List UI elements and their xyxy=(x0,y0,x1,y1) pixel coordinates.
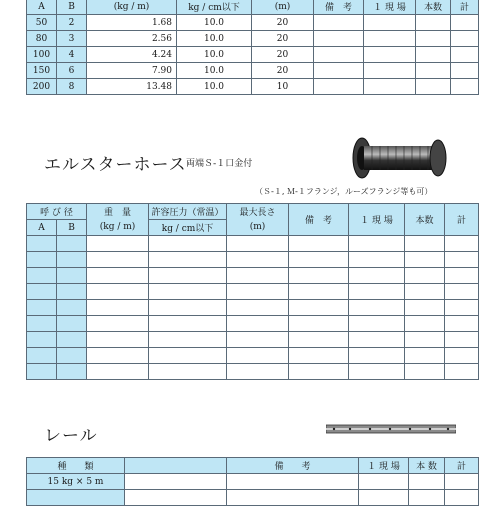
cell-count[interactable] xyxy=(405,284,445,300)
table-row xyxy=(27,268,479,284)
header-total: 計 xyxy=(445,204,479,236)
cell-weight[interactable] xyxy=(87,348,149,364)
table-row xyxy=(27,490,479,506)
cell-site[interactable] xyxy=(349,348,405,364)
cell-site[interactable] xyxy=(349,252,405,268)
cell-a: 200 xyxy=(27,79,57,95)
cell-remarks[interactable] xyxy=(289,268,349,284)
section-title-rail: レール xyxy=(44,426,98,446)
cell-weight[interactable] xyxy=(87,316,149,332)
header-site: １ 現 場 xyxy=(349,204,405,236)
cell-remarks[interactable] xyxy=(314,47,364,63)
header-weight xyxy=(87,204,149,236)
cell-length[interactable] xyxy=(227,236,289,252)
cell-weight[interactable] xyxy=(87,252,149,268)
cell-type xyxy=(27,490,125,506)
table-row xyxy=(27,236,479,252)
cell-pressure[interactable] xyxy=(149,300,227,316)
cell-pressure: 10.0 xyxy=(177,63,252,79)
cell-length: 20 xyxy=(252,15,314,31)
pipe-spec-table xyxy=(26,0,479,95)
cell-remarks[interactable] xyxy=(289,236,349,252)
cell-weight: 2.56 xyxy=(87,31,177,47)
cell-total[interactable] xyxy=(445,268,479,284)
cell-a xyxy=(27,364,57,380)
cell-length: 20 xyxy=(252,63,314,79)
cell-b xyxy=(57,348,87,364)
cell-total[interactable] xyxy=(451,63,479,79)
cell-remarks[interactable] xyxy=(289,332,349,348)
cell-remarks[interactable] xyxy=(289,252,349,268)
rail-spec-table xyxy=(26,457,479,506)
table-header-row xyxy=(27,0,479,15)
cell-remarks[interactable] xyxy=(289,348,349,364)
cell-site[interactable] xyxy=(364,47,416,63)
cell-remarks[interactable] xyxy=(289,284,349,300)
table-header-row xyxy=(27,204,479,220)
cell-count[interactable] xyxy=(405,348,445,364)
cell-length[interactable] xyxy=(227,332,289,348)
cell-total[interactable] xyxy=(451,47,479,63)
header-a: A xyxy=(27,220,57,236)
table-row xyxy=(27,474,479,490)
cell-length[interactable] xyxy=(227,300,289,316)
cell-pressure: 10.0 xyxy=(177,79,252,95)
cell-type: 15 kg × 5 m xyxy=(27,474,125,490)
table-row xyxy=(27,79,479,95)
cell-pressure[interactable] xyxy=(149,348,227,364)
cell-total[interactable] xyxy=(445,490,479,506)
table-row xyxy=(27,332,479,348)
table-row xyxy=(27,15,479,31)
header-total: 計 xyxy=(451,0,479,15)
cell-site[interactable] xyxy=(359,490,409,506)
cell-b xyxy=(57,364,87,380)
cell-count[interactable] xyxy=(405,268,445,284)
cell-weight: 7.90 xyxy=(87,63,177,79)
cell-total[interactable] xyxy=(451,79,479,95)
cell-remarks[interactable] xyxy=(314,31,364,47)
cell-remarks[interactable] xyxy=(227,474,359,490)
table-row xyxy=(27,47,479,63)
cell-weight[interactable] xyxy=(87,236,149,252)
cell-pressure[interactable] xyxy=(149,268,227,284)
cell-count[interactable] xyxy=(405,236,445,252)
cell-total[interactable] xyxy=(445,252,479,268)
cell-site[interactable] xyxy=(364,31,416,47)
header-weight-unit: (kg / m) xyxy=(99,221,136,232)
cell-site[interactable] xyxy=(349,300,405,316)
cell-site[interactable] xyxy=(349,268,405,284)
cell-site[interactable] xyxy=(349,236,405,252)
cell-b: 3 xyxy=(57,31,87,47)
header-remarks: 備 考 xyxy=(314,0,364,15)
table-row xyxy=(27,300,479,316)
cell-site[interactable] xyxy=(349,284,405,300)
cell-total[interactable] xyxy=(445,474,479,490)
rail-image xyxy=(326,423,456,435)
cell-length[interactable] xyxy=(227,252,289,268)
cell-a xyxy=(27,268,57,284)
header-site: １ 現 場 xyxy=(359,458,409,474)
cell-count[interactable] xyxy=(405,300,445,316)
cell-pressure[interactable] xyxy=(149,236,227,252)
cell-b xyxy=(57,268,87,284)
cell-pressure[interactable] xyxy=(149,316,227,332)
cell-empty[interactable] xyxy=(125,490,227,506)
cell-total[interactable] xyxy=(445,316,479,332)
cell-a xyxy=(27,300,57,316)
cell-pressure: 10.0 xyxy=(177,15,252,31)
cell-b xyxy=(57,332,87,348)
header-remarks: 備 考 xyxy=(227,458,359,474)
header-count: 本数 xyxy=(405,204,445,236)
cell-a: 100 xyxy=(27,47,57,63)
cell-weight: 1.68 xyxy=(87,15,177,31)
header-length-unit: (m) xyxy=(249,221,266,232)
header-b: B xyxy=(57,220,87,236)
cell-b xyxy=(57,316,87,332)
flange-note: （Ｓ-１, Ｍ-１フランジ，ルーズフランジ等も可） xyxy=(255,187,433,196)
header-total: 計 xyxy=(445,458,479,474)
cell-length: 20 xyxy=(252,31,314,47)
header-pressure: 許容圧力（常温） xyxy=(149,204,227,220)
cell-site[interactable] xyxy=(359,474,409,490)
cell-count[interactable] xyxy=(405,364,445,380)
cell-length[interactable] xyxy=(227,284,289,300)
cell-b xyxy=(57,300,87,316)
cell-length[interactable] xyxy=(227,364,289,380)
table-row xyxy=(27,31,479,47)
cell-a: 150 xyxy=(27,63,57,79)
cell-site[interactable] xyxy=(364,79,416,95)
hose-spec-table xyxy=(26,203,479,380)
cell-weight[interactable] xyxy=(87,268,149,284)
header-pressure-unit: kg / cm以下 xyxy=(149,220,227,236)
cell-b: 2 xyxy=(57,15,87,31)
cell-a: 80 xyxy=(27,31,57,47)
cell-b: 6 xyxy=(57,63,87,79)
cell-b xyxy=(57,284,87,300)
cell-count[interactable] xyxy=(416,31,451,47)
cell-total[interactable] xyxy=(445,332,479,348)
header-site: １ 現 場 xyxy=(364,0,416,15)
cell-pressure[interactable] xyxy=(149,252,227,268)
cell-b xyxy=(57,236,87,252)
hose-table-body xyxy=(27,236,479,380)
cell-a xyxy=(27,284,57,300)
cell-weight[interactable] xyxy=(87,284,149,300)
header-length-label: 最大長さ xyxy=(239,207,276,218)
cell-length: 20 xyxy=(252,47,314,63)
section-title-elstar-hose: エルスターホース xyxy=(44,155,187,175)
header-pressure-unit: kg / cm以下 xyxy=(177,0,252,15)
cell-pressure[interactable] xyxy=(149,364,227,380)
cell-a xyxy=(27,348,57,364)
cell-b: 8 xyxy=(57,79,87,95)
cell-count[interactable] xyxy=(409,490,445,506)
header-count: 本数 xyxy=(416,0,451,15)
cell-a xyxy=(27,332,57,348)
hose-image xyxy=(350,136,450,180)
cell-weight[interactable] xyxy=(87,300,149,316)
cell-site[interactable] xyxy=(364,15,416,31)
table-row xyxy=(27,348,479,364)
cell-pressure: 10.0 xyxy=(177,31,252,47)
cell-count[interactable] xyxy=(405,316,445,332)
header-a: A xyxy=(27,0,57,15)
cell-total[interactable] xyxy=(445,284,479,300)
table-row xyxy=(27,364,479,380)
cell-a xyxy=(27,236,57,252)
cell-remarks[interactable] xyxy=(314,63,364,79)
cell-b: 4 xyxy=(57,47,87,63)
table-row xyxy=(27,316,479,332)
cell-site[interactable] xyxy=(364,63,416,79)
header-weight-label: 重 量 xyxy=(104,207,132,218)
cell-a: 50 xyxy=(27,15,57,31)
cell-pressure: 10.0 xyxy=(177,47,252,63)
header-b: B xyxy=(57,0,87,15)
cell-count[interactable] xyxy=(405,332,445,348)
cell-total[interactable] xyxy=(445,236,479,252)
cell-remarks[interactable] xyxy=(289,316,349,332)
cell-count[interactable] xyxy=(409,474,445,490)
cell-remarks[interactable] xyxy=(289,364,349,380)
cell-pressure[interactable] xyxy=(149,284,227,300)
cell-a xyxy=(27,316,57,332)
cell-weight[interactable] xyxy=(87,332,149,348)
header-spacer xyxy=(125,458,227,474)
cell-count[interactable] xyxy=(416,15,451,31)
cell-length: 10 xyxy=(252,79,314,95)
cell-count[interactable] xyxy=(416,79,451,95)
table-row xyxy=(27,63,479,79)
table-row xyxy=(27,284,479,300)
cell-total[interactable] xyxy=(445,364,479,380)
section-subtitle: 両端Ｓ-１口金付 xyxy=(186,159,253,169)
cell-weight: 13.48 xyxy=(87,79,177,95)
cell-remarks[interactable] xyxy=(314,15,364,31)
cell-b xyxy=(57,252,87,268)
cell-weight: 4.24 xyxy=(87,47,177,63)
cell-site[interactable] xyxy=(349,316,405,332)
cell-length[interactable] xyxy=(227,348,289,364)
cell-count[interactable] xyxy=(405,252,445,268)
cell-length[interactable] xyxy=(227,268,289,284)
header-type: 種 類 xyxy=(27,458,125,474)
cell-total[interactable] xyxy=(451,31,479,47)
cell-total[interactable] xyxy=(445,300,479,316)
cell-empty[interactable] xyxy=(125,474,227,490)
cell-count[interactable] xyxy=(416,47,451,63)
table-header-row xyxy=(27,458,479,474)
header-length-unit: (m) xyxy=(252,0,314,15)
header-diameter: 呼 び 径 xyxy=(27,204,87,220)
cell-count[interactable] xyxy=(416,63,451,79)
cell-length[interactable] xyxy=(227,316,289,332)
table-row xyxy=(27,252,479,268)
cell-pressure[interactable] xyxy=(149,332,227,348)
cell-site[interactable] xyxy=(349,364,405,380)
cell-a xyxy=(27,252,57,268)
cell-total[interactable] xyxy=(451,15,479,31)
cell-total[interactable] xyxy=(445,348,479,364)
cell-remarks[interactable] xyxy=(314,79,364,95)
cell-weight[interactable] xyxy=(87,364,149,380)
header-remarks: 備 考 xyxy=(289,204,349,236)
cell-remarks[interactable] xyxy=(227,490,359,506)
header-count: 本 数 xyxy=(409,458,445,474)
cell-site[interactable] xyxy=(349,332,405,348)
cell-remarks[interactable] xyxy=(289,300,349,316)
header-length xyxy=(227,204,289,236)
header-weight-unit: (kg / m) xyxy=(87,0,177,15)
